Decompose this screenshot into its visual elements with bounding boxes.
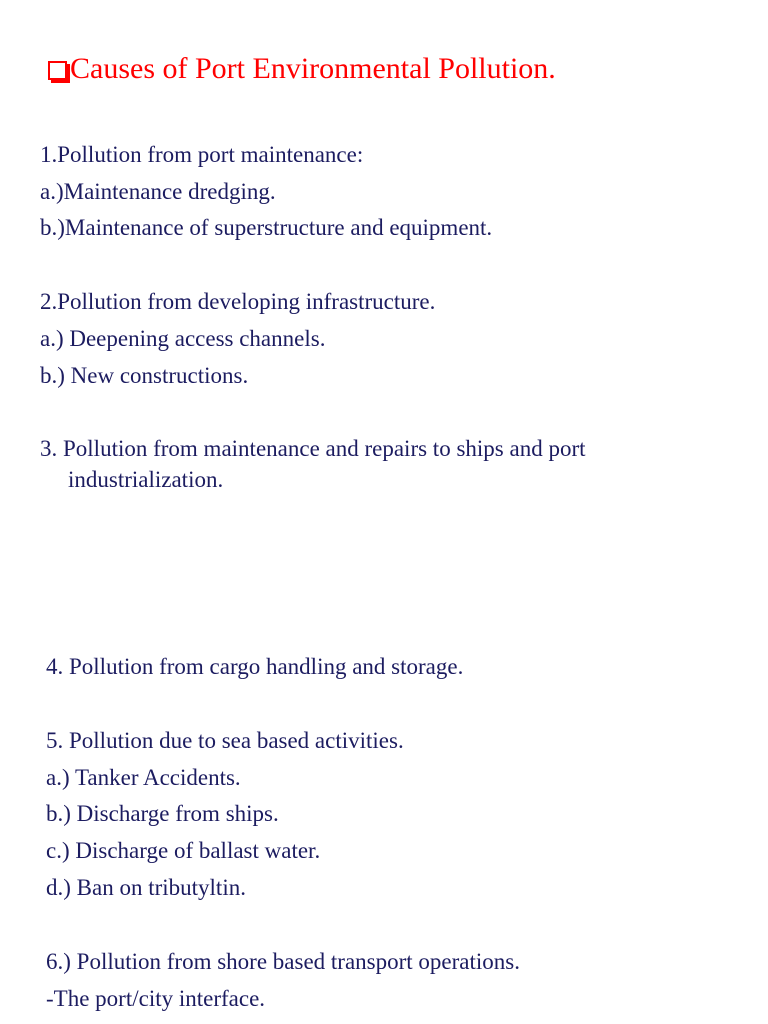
section-1-item-a: a.)Maintenance dredging. xyxy=(40,179,276,204)
section-5-item-c: c.) Discharge of ballast water. xyxy=(46,838,321,863)
section-2-heading: 2.Pollution from developing infrastructure. xyxy=(40,289,436,314)
page-title xyxy=(48,52,556,86)
section-4-heading: 4. Pollution from cargo handling and storage. xyxy=(46,654,464,679)
section-2-item-a: a.) Deepening access channels. xyxy=(40,326,326,351)
section-5-item-b: b.) Discharge from ships. xyxy=(46,801,279,826)
section-3-heading-line-1: 3. Pollution from maintenance and repairs to ships and port xyxy=(40,436,586,461)
section-5-heading: 5. Pollution due to sea based activities. xyxy=(46,728,404,753)
section-2-item-b: b.) New constructions. xyxy=(40,363,249,388)
section-1-heading: 1.Pollution from port maintenance: xyxy=(40,142,364,167)
checkbox-bullet-icon xyxy=(48,61,67,80)
page-title-text: Causes of Port Environmental Pollution. xyxy=(70,52,556,85)
section-5-item-d: d.) Ban on tributyltin. xyxy=(46,875,246,900)
section-6-heading: 6.) Pollution from shore based transport operations. xyxy=(46,949,520,974)
section-3-heading-line-2: industrialization. xyxy=(68,467,224,492)
section-5-item-a: a.) Tanker Accidents. xyxy=(46,765,241,790)
section-1-item-b: b.)Maintenance of superstructure and equipment. xyxy=(40,215,493,240)
section-6-item-a: -The port/city interface. xyxy=(46,986,266,1011)
